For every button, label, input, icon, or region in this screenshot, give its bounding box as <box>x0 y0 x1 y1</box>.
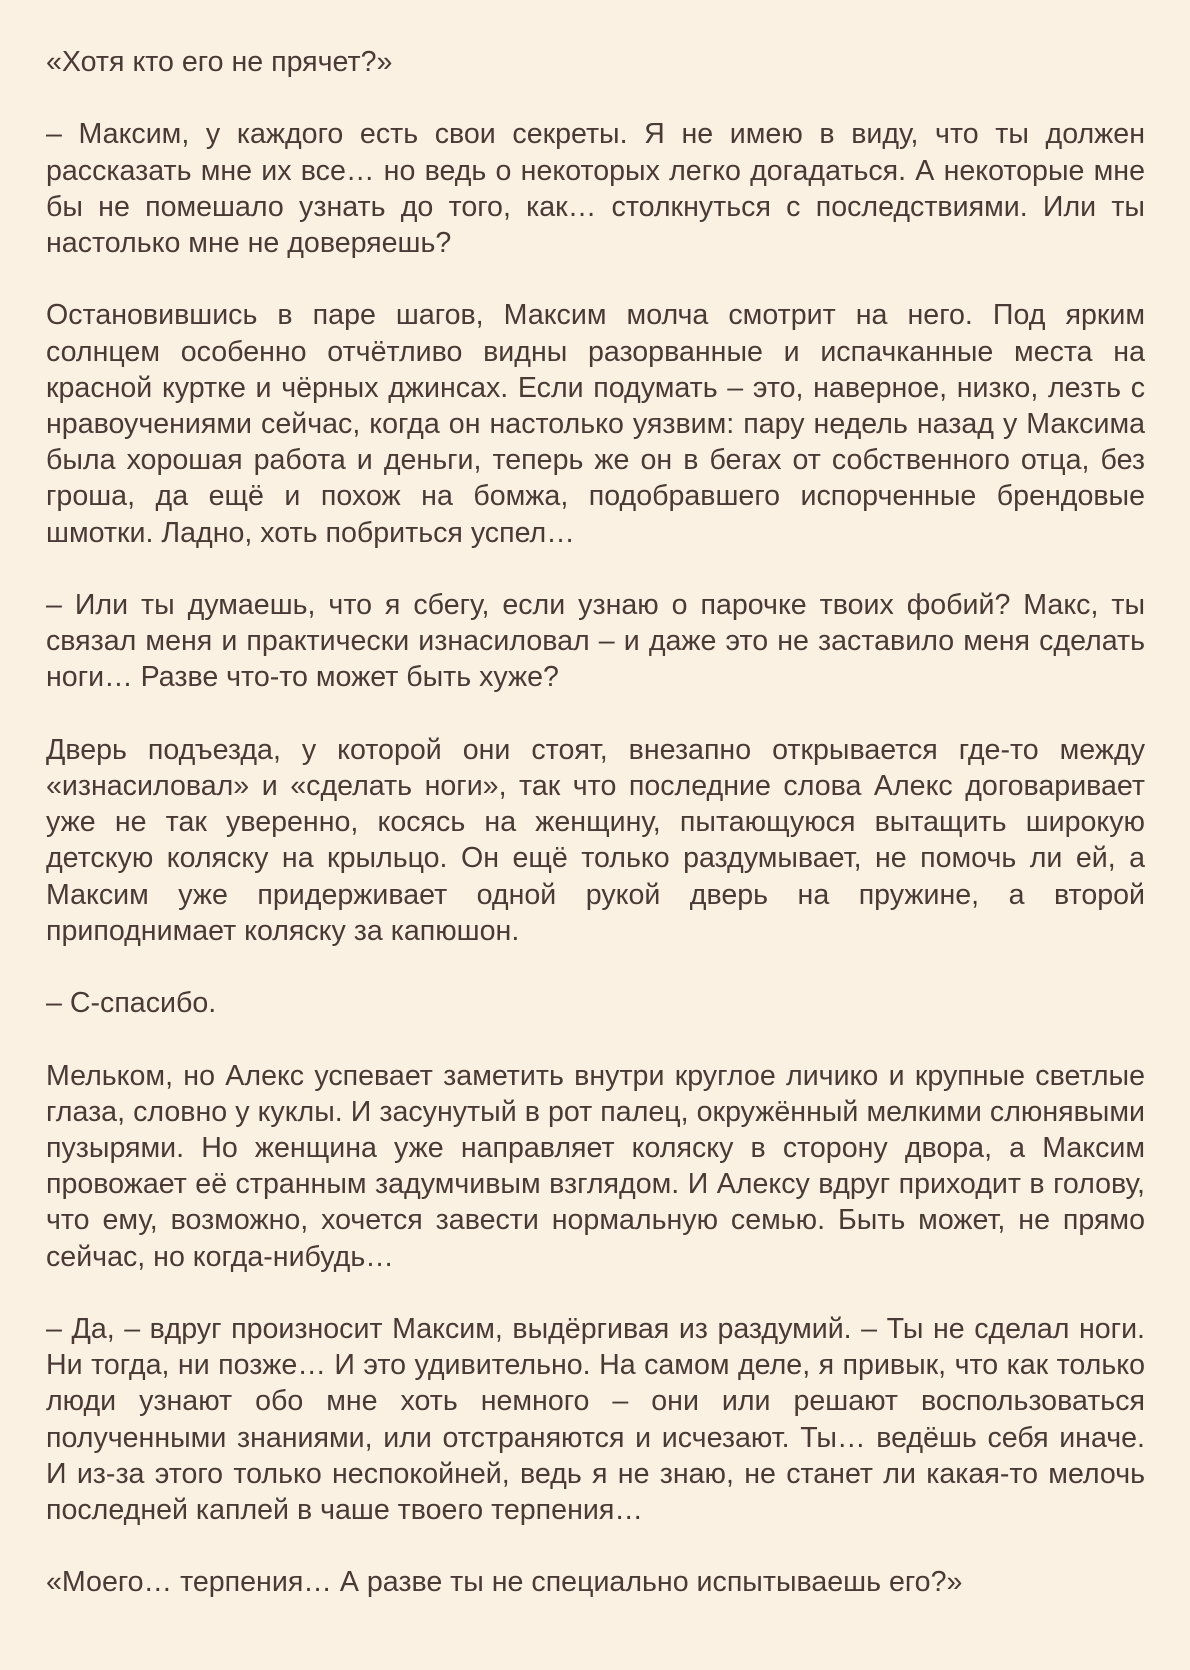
paragraph-7: Мельком, но Алекс успевает заметить внутри круглое личико и крупные светлые глаза, словно у куклы. И засунутый в рот палец, окружённый мелкими слюнявыми пузырями. Но женщина уже направляет коляску в сторону двора, а Максим провожает её странным задумчивым взглядом. И Алексу вдруг приходит в голову, что ему, возможно, хочется завести нормальную семью. Быть может, не прямо сейчас, но когда-нибудь… <box>46 1059 1145 1273</box>
paragraph-1: «Хотя кто его не прячет?» <box>46 46 393 78</box>
paragraph-3: Остановившись в паре шагов, Максим молча смотрит на него. Под ярким солнцем особенно отчётливо видны разорванные и испачканные места на красной куртке и чёрных джинсах. Если подумать – это, наверное, низко, лезть с нравоучениями сейчас, когда он настолько уязвим: пару недель назад у Максима была хорошая работа и деньги, теперь же он в бегах от собственного отца, без гроша, да ещё и похож на бомжа, подобравшего испорченные брендовые шмотки. Ладно, хоть побриться успел… <box>46 299 1145 549</box>
paragraph-9: «Моего… терпения… А разве ты не специально испытываешь его?» <box>46 1566 963 1599</box>
paragraph-5: Дверь подъезда, у которой они стоят, внезапно открывается где-то между «изнасиловал» и «сделать ноги», так что последние слова Алекс договаривает уже не так уверенно, косясь на женщину, пытающуюся вытащить широкую детскую коляску на крыльцо. Он ещё только раздумывает, не помочь ли ей, а Максим уже придерживает одной рукой дверь на пружине, а второй приподнимает коляску за капюшон. <box>46 733 1145 947</box>
paragraph-8: – Да, – вдруг произносит Максим, выдёргивая из раздумий. – Ты не сделал ноги. Ни тогда, ни позже… И это удивительно. На самом деле, я привык, что как только люди узнают обо мне хоть немного – они или решают воспользоваться полученными знаниями, или отстраняются и исчезают. Ты… ведёшь себя иначе. И из-за этого только неспокойней, ведь я не знаю, не станет ли какая-то мелочь последней каплей в чаше твоего терпения… <box>46 1313 1145 1527</box>
paragraph-4: – Или ты думаешь, что я сбегу, если узнаю о парочке твоих фобий? Макс, ты связал меня и практически изнасиловал – и даже это не заставило меня сделать ноги… Разве что-то может быть хуже? <box>46 589 1145 694</box>
paragraph-2: – Максим, у каждого есть свои секреты. Я не имею в виду, что ты должен рассказать мне их все… но ведь о некоторых легко догадаться. А некоторые мне бы не помешало узнать до того, как… столкнуться с последствиями. Или ты настолько мне не доверяешь? <box>46 118 1145 259</box>
paragraph-6: – С-спасибо. <box>46 987 217 1020</box>
